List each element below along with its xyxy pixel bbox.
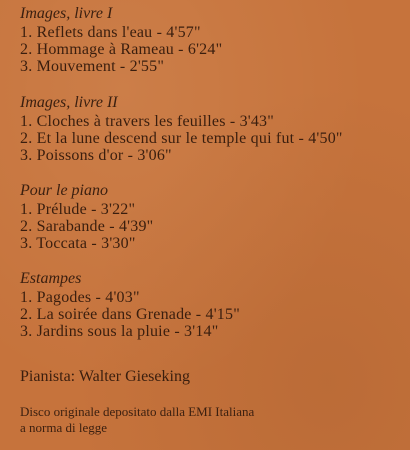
pianist-credit: Pianista: Walter Gieseking [20,368,190,385]
section-images-livre-1 [20,4,222,75]
section-title: Estampes [20,270,82,287]
section-heading [20,181,153,201]
section-title-suffix: , livre II [66,94,118,111]
section-title: Images [20,94,67,111]
track-item: 1. Reflets dans l'eau - 4'57" [20,24,201,41]
track-item: 3. Poissons d'or - 3'06" [20,147,172,164]
section-heading [20,93,343,113]
track-item: 3. Toccata - 3'30" [20,235,136,252]
legal-notice-line: a norma di legge [20,420,107,435]
section-pour-le-piano [20,181,153,252]
section-title: Pour le piano [20,182,108,199]
track-item: 1. Prélude - 3'22" [20,201,136,218]
track-item: 2. Et la lune descend sur le temple qui fut - 4'50" [20,130,343,147]
section-title-suffix: , livre I [66,5,113,22]
legal-notice [20,404,254,436]
section-title: Images [20,5,67,22]
section-estampes [20,269,240,340]
section-heading [20,269,240,289]
track-item: 3. Jardins sous la pluie - 3'14" [20,323,219,340]
legal-notice-line: Disco originale depositato dalla EMI Italiana [20,404,255,419]
track-item: 1. Pagodes - 4'03" [20,289,140,306]
track-item: 2. Sarabande - 4'39" [20,218,154,235]
track-item: 1. Cloches à travers les feuilles - 3'43" [20,113,274,130]
track-item: 3. Mouvement - 2'55" [20,58,165,75]
section-images-livre-2 [20,93,343,164]
section-heading [20,4,222,24]
track-item: 2. Hommage à Rameau - 6'24" [20,41,223,58]
track-item: 2. La soirée dans Grenade - 4'15" [20,306,240,323]
